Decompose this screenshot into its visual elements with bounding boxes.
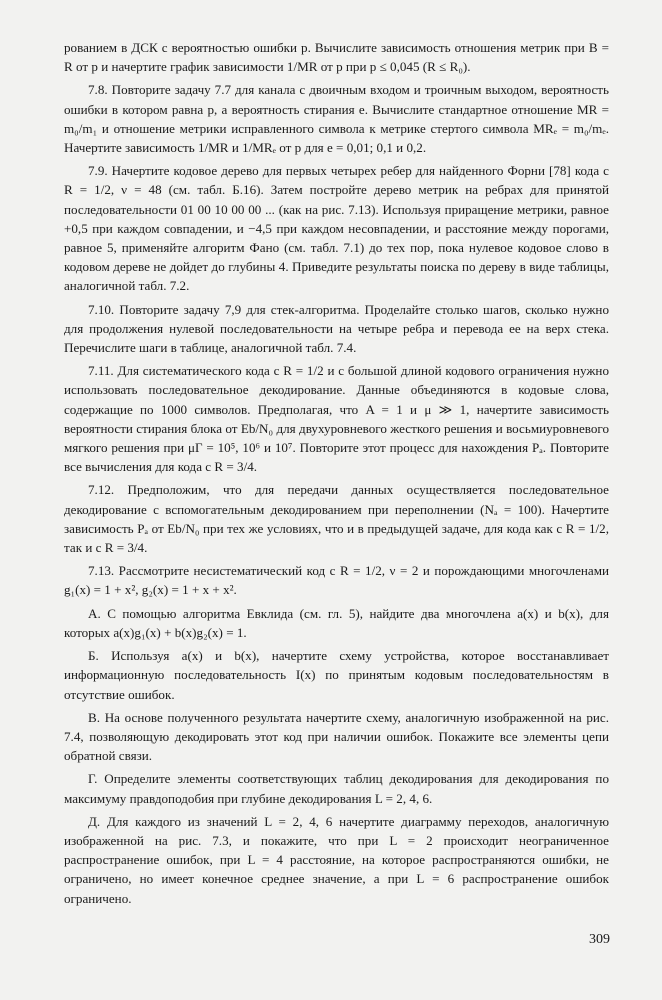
problem-7-13-part-d: Д. Для каждого из значений L = 2, 4, 6 начертите диаграмму переходов, аналогичную изображенной на рис. 7.3, и покажите, что при L = 2 происходит неограниченное распространение ошибок, при L = 4 расстояние, на которое распространяются ошибки, не ограничено, но имеет конечное среднее значение, а при L = 6 распространение ошибок ограничено. xyxy=(64,813,609,906)
paragraph-continuation: рованием в ДСК с вероятностью ошибки p. Вычислите зависимость отношения метрик при B = R от p и начертите график зависимости 1/MR от p при p ≤ 0,045 (R ≤ R₀). xyxy=(64,40,609,75)
problem-7-13: 7.13. Рассмотрите несистематический код с R = 1/2, ν = 2 и порождающими многочленами g₁(x) = 1 + x², g₂(x) = 1 + x + x². xyxy=(64,563,609,598)
problem-7-13-part-a: А. С помощью алгоритма Евклида (см. гл. 5), найдите два многочлена a(x) и b(x), для которых a(x)g₁(x) + b(x)g₂(x) = 1. xyxy=(64,605,609,640)
problem-7-13-part-b: Б. Используя a(x) и b(x), начертите схему устройства, которое восстанавливает информационную последовательность I(x) по принятым кодовым последовательностям в отсутствие ошибок. xyxy=(64,648,609,702)
problem-7-12: 7.12. Предположим, что для передачи данных осуществляется последовательное декодирование с вспомогательным декодированием при переполнении (Nₐ = 100). Начертите зависимость Pₐ от Eb/N₀ при тех же условиях, что и в предыдущей задаче, для кода как с R = 1/2, так и с R = 3/4. xyxy=(64,482,609,556)
problem-7-13-part-g: Г. Определите элементы соответствующих таблиц декодирования для декодирования по максимуму правдоподобия при глубине декодирования L = 2, 4, 6. xyxy=(64,771,609,806)
body-text xyxy=(64,38,609,912)
page-number: 309 xyxy=(589,932,610,947)
problem-7-13-part-v: В. На основе полученного результата начертите схему, аналогичную изображенной на рис. 7.4, позволяющую декодировать этот код при наличии ошибок. Покажите все элементы цепи обратной связи. xyxy=(64,709,609,764)
problem-7-9: 7.9. Начертите кодовое дерево для первых четырех ребер для найденного Форни [78] кода с R = 1/2, ν = 48 (см. табл. Б.16). Затем постройте дерево метрик на ребрах для принятой последовательности 01 00 10 00 00 ... (как на рис. 7.13). Используя приращение метрики, равное +0,5 при каждом совпадении, и −4,5 при каждом несовпадении, и расстояние между порогами, равное 5, применяйте алгоритм Фано (см. табл. 7.1) до тех пор, пока нулевое кодовое слово в кодовом дереве не дойдет до глубины 4. Приведите результаты поиска по дереву в виде таблицы, аналогичной табл. 7.2. xyxy=(64,163,609,294)
problem-7-11: 7.11. Для систематического кода с R = 1/2 и с большой длиной кодового ограничения нужно использовать последовательное декодирование. Данные объединяются в кодовые слова, содержащие по 1000 символов. Предполагая, что A = 1 и μ ≫ 1, начертите зависимость вероятности стирания блока от Eb/N₀ для двухуровневого жесткого решения и восьмиуровневого мягкого решения при μΓ = 10⁵, 10⁶ и 10⁷. Повторите этот процесс для нахождения Pₐ. Повторите все вычисления для кода с R = 3/4. xyxy=(64,363,609,475)
problem-7-10: 7.10. Повторите задачу 7,9 для стек-алгоритма. Проделайте столько шагов, сколько нужно для продолжения нулевой последовательности на четыре ребра и перевода ее на верх стека. Перечислите шаги в таблице, аналогичной табл. 7.4. xyxy=(64,301,609,356)
problem-7-8: 7.8. Повторите задачу 7.7 для канала с двоичным входом и троичным выходом, вероятность ошибки в котором равна p, а вероятность стирания e. Вычислите стандартное отношение MR = m₀/m₁ и отношение метрики исправленного символа к метрике стертого символа MRₑ = m₀/mₑ. Начертите зависимость 1/MR и 1/MRₑ от p для e = 0,01; 0,1 и 0,2. xyxy=(64,82,609,156)
